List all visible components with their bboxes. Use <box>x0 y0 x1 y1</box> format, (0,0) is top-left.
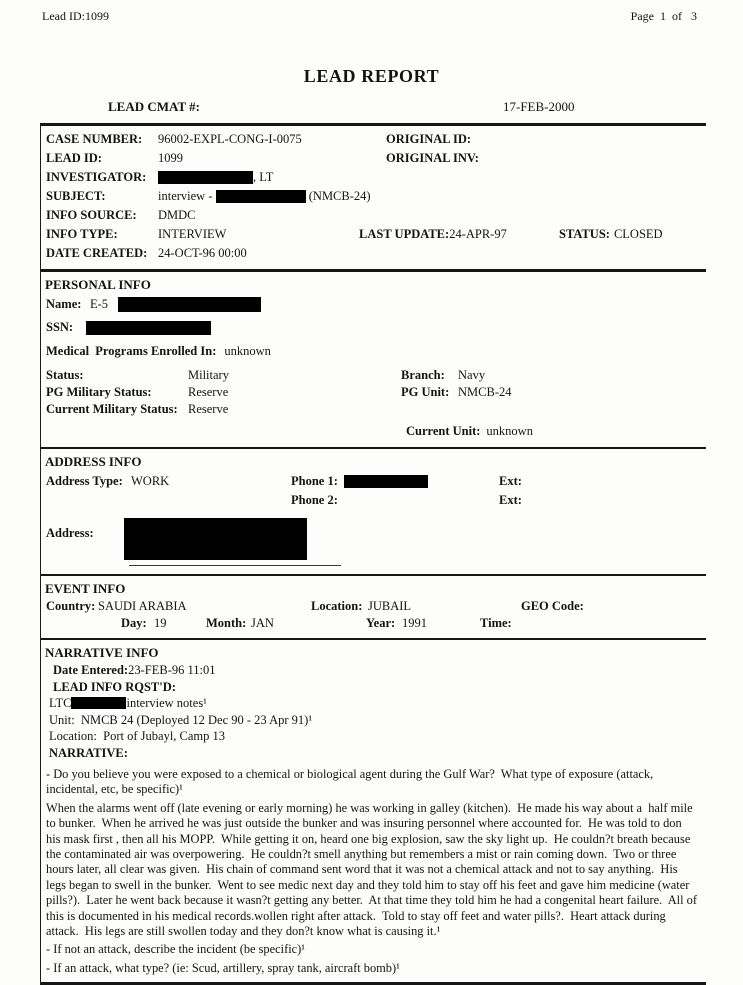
military-status-label: Status: <box>46 368 84 382</box>
current-military-status-row <box>41 401 706 418</box>
info-type-value: INTERVIEW <box>158 227 227 241</box>
event-info-section <box>41 576 706 638</box>
requester-row <box>41 695 706 712</box>
address-info-title: ADDRESS INFO <box>45 454 142 469</box>
lead-info-rqstd-label: LEAD INFO RQST'D: <box>53 679 176 694</box>
month-value: JAN <box>251 616 274 630</box>
date-created-value: 24-OCT-96 00:00 <box>158 246 247 260</box>
case-number-label: CASE NUMBER: <box>46 132 143 146</box>
location-label: Location: <box>311 599 363 613</box>
redaction-bar <box>158 171 253 184</box>
address-type-label: Address Type: <box>46 474 123 488</box>
location-value: JUBAIL <box>368 599 412 613</box>
address-type-row <box>41 472 706 491</box>
unit-row <box>41 712 706 729</box>
last-update-label: LAST UPDATE: <box>359 227 450 241</box>
date-entered-row <box>41 662 706 679</box>
country-label: Country: <box>46 599 96 613</box>
status-label: STATUS: <box>559 227 610 241</box>
investigator-label: INVESTIGATOR: <box>46 170 147 184</box>
pg-unit-value: NMCB-24 <box>458 385 512 399</box>
geo-code-label: GEO Code: <box>521 599 584 613</box>
case-info-section <box>41 126 706 269</box>
redaction-bar <box>71 697 126 709</box>
address-row <box>41 518 706 560</box>
margin-lead-id: Lead ID:1099 <box>42 9 109 23</box>
unit-line: Unit: NMCB 24 (Deployed 12 Dec 90 - 23 Apr 91)¹ <box>49 712 313 727</box>
subject-row <box>41 187 706 206</box>
medical-programs-label: Medical Programs Enrolled In: <box>46 344 217 358</box>
ext1-label: Ext: <box>499 474 522 488</box>
day-label: Day: <box>121 616 147 630</box>
redaction-block <box>124 518 307 560</box>
current-unit-label: Current Unit: <box>406 424 481 438</box>
case-number-value: 96002-EXPL-CONG-I-0075 <box>158 132 302 146</box>
date-entered-value: 23-FEB-96 11:01 <box>128 663 216 677</box>
date-created-row <box>41 244 706 263</box>
branch-label: Branch: <box>401 368 445 382</box>
lead-info-rqstd-row <box>41 679 706 696</box>
event-info-title: EVENT INFO <box>45 581 126 596</box>
lead-id-value: 1099 <box>158 151 183 165</box>
time-label: Time: <box>480 616 512 630</box>
address-info-section <box>41 449 706 574</box>
phone1-label: Phone 1: <box>291 474 338 488</box>
redaction-bar <box>216 190 306 203</box>
lead-id-row <box>41 149 706 168</box>
pg-status-row <box>41 384 706 401</box>
month-label: Month: <box>206 616 247 630</box>
ssn-row <box>41 318 706 337</box>
redaction-bar <box>344 475 428 488</box>
location-row <box>41 728 706 745</box>
medical-programs-value: unknown <box>224 344 271 358</box>
document-title: LEAD REPORT <box>303 66 440 86</box>
pg-military-status-label: PG Military Status: <box>46 385 152 399</box>
info-type-row <box>41 225 706 244</box>
lead-cmat-label: LEAD CMAT #: <box>108 99 200 114</box>
medical-programs-row <box>41 342 706 361</box>
address-underline <box>129 565 341 566</box>
current-military-status-value: Reserve <box>188 402 229 416</box>
status-row <box>41 367 706 384</box>
narrative-paragraph: When the alarms went off (late evening or early morning) he was working in galley (kitchen). He made his way about a half mile to bunker. When he arrived he was just outside the bunker and was insuring personnel where accounted for. He was told to don his mask first , then all his MOPP. While getting it on, heard one big explosion, saw the sky light up. He couldn?t breath because the contaminated air was overpowering. He couldn?t smell anything but remembers a mist or rain coming down. Two or three hours later, all clear was given. His chain of command sent word that it was not a chemical attack and not to say anything. His legs began to swell in the bunker. Went to see medic next day and they told him to stay off his feet and gave him medicine (water pills?). Later he went back because it wasn?t getting any better. At that time they told him he had a congenital heart failure. All of this is documented in his medical records.wollen right after attack. Told to stay off feet and water pills?. Heart attack during attack. His legs are still swollen today and they don?t know what is causing it.¹ <box>46 800 701 939</box>
branch-value: Navy <box>458 368 486 382</box>
military-status-value: Military <box>188 368 229 382</box>
case-number-row <box>41 130 706 149</box>
day-value: 19 <box>154 616 167 630</box>
requester-suffix: interview notes¹ <box>126 696 207 710</box>
subject-suffix: (NMCB-24) <box>305 189 371 203</box>
subject-label: SUBJECT: <box>46 189 106 203</box>
narrative-info-section <box>41 640 706 982</box>
requester-prefix: LTC <box>49 696 72 710</box>
narrative-info-title: NARRATIVE INFO <box>45 645 159 660</box>
name-grade: E-5 <box>90 297 109 311</box>
report-body <box>40 123 706 985</box>
year-label: Year: <box>366 616 396 630</box>
report-date: 17-FEB-2000 <box>503 99 575 114</box>
subject-prefix: interview - <box>158 189 216 203</box>
pg-unit-label: PG Unit: <box>401 385 450 399</box>
phone1-cell <box>291 472 499 491</box>
personal-info-title: PERSONAL INFO <box>45 277 151 292</box>
phone2-row <box>41 491 706 510</box>
current-unit-value: unknown <box>486 424 533 438</box>
investigator-row <box>41 168 706 187</box>
redaction-bar <box>86 321 211 335</box>
narrative-label: NARRATIVE: <box>49 745 128 760</box>
country-row <box>41 598 706 615</box>
info-source-label: INFO SOURCE: <box>46 208 137 222</box>
last-update-cell <box>359 225 559 244</box>
current-military-status-label: Current Military Status: <box>46 402 178 416</box>
last-update-value: 24-APR-97 <box>449 227 507 241</box>
lead-cmat-row <box>0 99 743 123</box>
redaction-bar <box>118 297 261 312</box>
narrative-paragraph: - If an attack, what type? (ie: Scud, artillery, spray tank, aircraft bomb)¹ <box>46 960 400 975</box>
original-inv-label: ORIGINAL INV: <box>386 151 479 165</box>
personal-info-section <box>41 272 706 447</box>
country-value: SAUDI ARABIA <box>98 599 187 613</box>
lead-id-label: LEAD ID: <box>46 151 102 165</box>
name-row <box>41 295 706 314</box>
investigator-suffix: , LT <box>253 170 274 184</box>
narrative-paragraph: - Do you believe you were exposed to a chemical or biological agent during the Gulf War? What type of exposure (attack, incidental, etc, be specific)¹ <box>46 767 657 797</box>
status-value: CLOSED <box>613 227 663 241</box>
margin-page-number: Page 1 of 3 <box>630 9 697 23</box>
address-label: Address: <box>46 526 94 540</box>
narrative-paragraph: - If not an attack, describe the incident (be specific)¹ <box>46 942 305 957</box>
event-date-row <box>41 615 706 632</box>
address-type-value: WORK <box>131 474 170 488</box>
status-cell <box>559 225 663 244</box>
ssn-label: SSN: <box>46 320 74 334</box>
name-label: Name: <box>46 297 82 311</box>
pg-military-status-value: Reserve <box>188 385 229 399</box>
info-source-value: DMDC <box>158 208 196 222</box>
phone2-label: Phone 2: <box>291 493 338 507</box>
date-created-label: DATE CREATED: <box>46 246 148 260</box>
info-source-row <box>41 206 706 225</box>
current-unit-row <box>41 422 706 441</box>
location-line: Location: Port of Jubayl, Camp 13 <box>49 729 226 743</box>
narrative-label-row <box>41 745 706 762</box>
date-entered-label: Date Entered: <box>53 663 129 677</box>
info-type-label: INFO TYPE: <box>46 227 118 241</box>
year-value: 1991 <box>402 616 427 630</box>
original-id-label: ORIGINAL ID: <box>386 132 472 146</box>
page-margin-header <box>0 0 743 24</box>
ext2-label: Ext: <box>499 493 522 507</box>
